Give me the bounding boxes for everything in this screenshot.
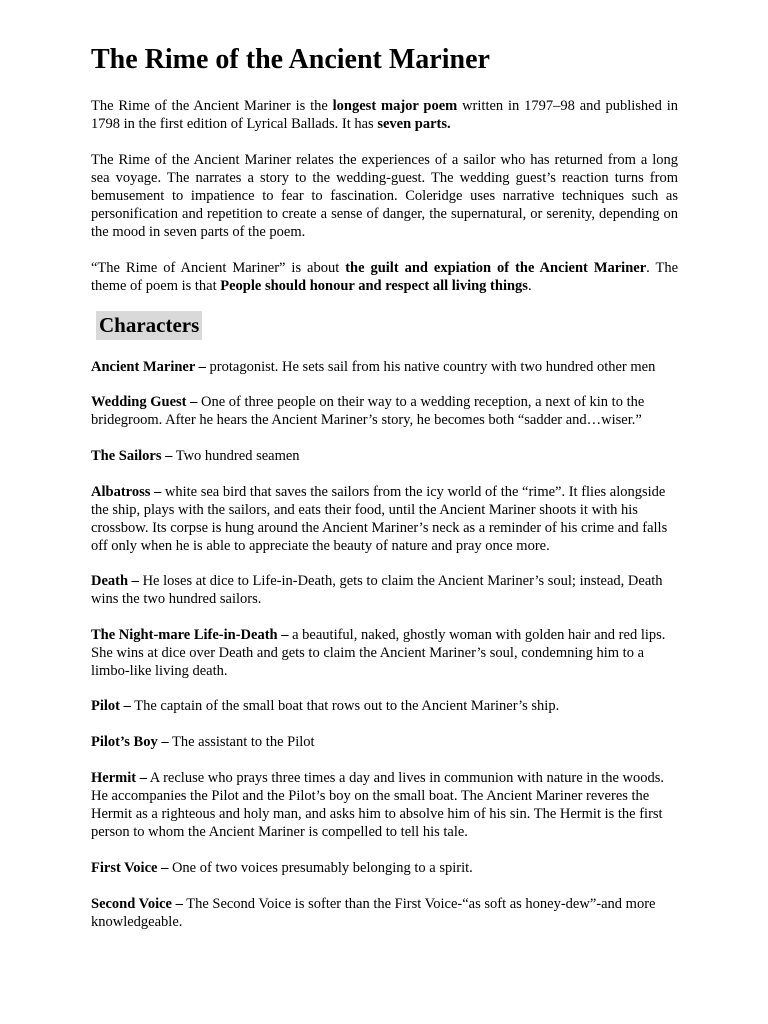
character-name: The Night-mare Life-in-Death –	[91, 627, 289, 643]
intro-paragraph	[91, 97, 678, 133]
character-entry	[91, 895, 678, 931]
character-entry	[91, 626, 678, 680]
characters-heading: Characters	[96, 311, 202, 340]
theme-bold-1: the guilt and expiation of the Ancient Mariner	[345, 260, 647, 276]
character-name: Pilot’s Boy –	[91, 734, 169, 750]
character-name: The Sailors –	[91, 448, 173, 464]
intro-text-1: The Rime of the Ancient Mariner is the	[91, 98, 333, 114]
character-description: protagonist. He sets sail from his native country with two hundred other men	[205, 359, 656, 375]
character-entry	[91, 572, 678, 608]
character-entry	[91, 697, 678, 715]
theme-text-2: . The theme of poem is that	[91, 260, 679, 294]
character-description: The captain of the small boat that rows out to the Ancient Mariner’s ship.	[130, 698, 560, 714]
character-description: A recluse who prays three times a day and lives in communion with nature in the woods. He accompanies the Pilot and the Pilot’s boy on the small boat. The Ancient Mariner reveres the Hermit as a righteous and holy man, and asks him to absolve him of his sin. The Hermit is the first person to whom the Ancient Mariner is compelled to tell his tale.	[91, 770, 665, 840]
character-description: He loses at dice to Life-in-Death, gets to claim the Ancient Mariner’s soul; instead, Death wins the two hundred sailors.	[91, 573, 663, 607]
character-name: Ancient Mariner –	[91, 359, 206, 375]
character-entry	[91, 358, 678, 376]
character-description: white sea bird that saves the sailors from the icy world of the “rime”. It flies alongside the ship, plays with the sailors, and eats their food, until the Ancient Mariner shoots it with his crossbow. Its corpse is hung around the Ancient Mariner’s neck as a reminder of his crime and falls off only when he is able to appreciate the beauty of nature and pray once more.	[91, 484, 668, 554]
character-entry	[91, 769, 678, 841]
character-name: Pilot –	[91, 698, 131, 714]
theme-paragraph	[91, 259, 678, 295]
character-entry	[91, 483, 678, 555]
character-description: One of two voices presumably belonging to a spirit.	[168, 860, 473, 876]
intro-bold-2: seven parts.	[377, 116, 451, 132]
character-entry	[91, 859, 678, 877]
document-title: The Rime of the Ancient Mariner	[91, 44, 490, 75]
character-name: First Voice –	[91, 860, 169, 876]
character-name: Death –	[91, 573, 139, 589]
character-description: The assistant to the Pilot	[168, 734, 315, 750]
character-name: Second Voice –	[91, 896, 183, 912]
summary-paragraph: The Rime of the Ancient Mariner relates the experiences of a sailor who has returned from a long sea voyage. The narrates a story to the wedding-guest. The wedding guest’s reaction turns from bemusement to impatience to fear to fascination. Coleridge uses narrative techniques such as personification and repetition to create a sense of danger, the supernatural, or serenity, depending on the mood in seven parts of the poem.	[91, 152, 678, 240]
theme-bold-2: People should honour and respect all living things	[220, 278, 528, 294]
character-entry	[91, 447, 678, 465]
theme-text-1: “The Rime of Ancient Mariner” is about	[91, 260, 346, 276]
character-name: Wedding Guest –	[91, 394, 198, 410]
theme-text-3: .	[527, 278, 532, 294]
character-entry	[91, 393, 678, 429]
character-entry	[91, 733, 678, 751]
intro-bold-1: longest major poem	[332, 98, 458, 114]
character-description: a beautiful, naked, ghostly woman with golden hair and red lips. She wins at dice over Death and gets to claim the Ancient Mariner’s soul, condemning him to a limbo-like living death.	[91, 627, 666, 679]
character-description: Two hundred seamen	[172, 448, 300, 464]
character-description: The Second Voice is softer than the First Voice-“as soft as honey-dew”-and more knowledgeable.	[91, 896, 656, 930]
character-name: Albatross –	[91, 484, 162, 500]
character-name: Hermit –	[91, 770, 147, 786]
character-description: One of three people on their way to a wedding reception, a next of kin to the bridegroom. After he hears the Ancient Mariner’s story, he becomes both “sadder and…wiser.”	[91, 394, 645, 428]
intro-text-2: written in 1797–98 and published in 1798 in the first edition of Lyrical Ballads. It has	[91, 98, 678, 132]
